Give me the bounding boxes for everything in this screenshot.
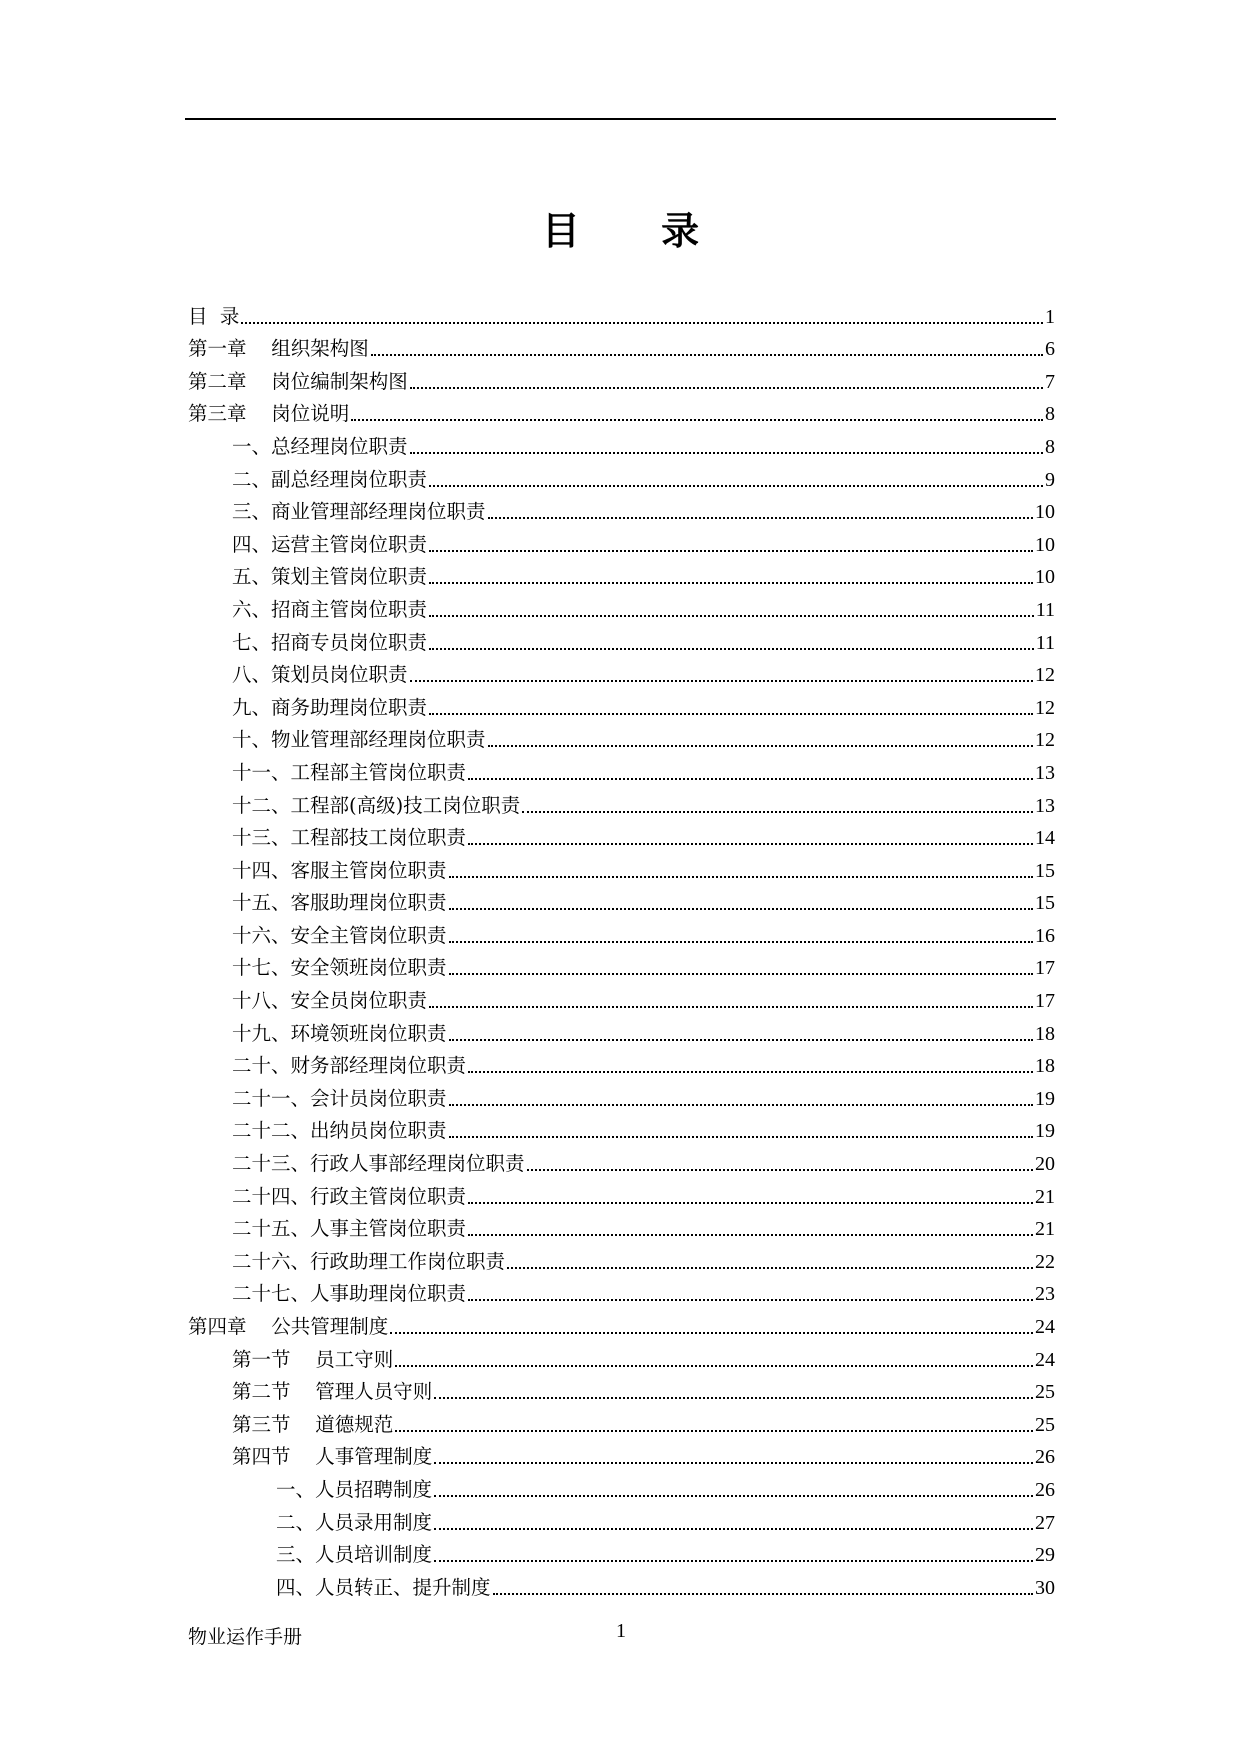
dot-leader <box>395 1365 1033 1367</box>
toc-entry-label: 三、商业管理部经理岗位职责 <box>232 500 486 524</box>
toc-entry-label: 第三节 道德规范 <box>232 1412 394 1436</box>
toc-entry-label: 十九、环境领班岗位职责 <box>232 1021 447 1045</box>
toc-entry-label: 四、人员转正、提升制度 <box>276 1575 491 1599</box>
toc-entry-page-number: 15 <box>1035 892 1055 915</box>
toc-entry-page-number: 13 <box>1035 794 1055 817</box>
toc-entry[interactable] <box>188 300 1055 333</box>
toc-entry-label: 一、人员招聘制度 <box>276 1477 433 1501</box>
toc-entry-page-number: 21 <box>1035 1185 1055 1208</box>
toc-entry-label: 二十、财务部经理岗位职责 <box>232 1054 467 1078</box>
toc-entry-page-number: 26 <box>1035 1446 1055 1469</box>
dot-leader <box>449 973 1033 975</box>
dot-leader <box>241 322 1043 324</box>
footer-page-number: 1 <box>616 1620 626 1642</box>
dot-leader <box>410 452 1043 454</box>
toc-entry-page-number: 18 <box>1035 1055 1055 1078</box>
toc-entry-page-number: 12 <box>1035 696 1055 719</box>
toc-entry-label: 十、物业管理部经理岗位职责 <box>232 728 486 752</box>
dot-leader <box>468 778 1033 780</box>
toc-entry[interactable] <box>188 1441 1055 1474</box>
toc-entry-label: 二、副总经理岗位职责 <box>232 467 428 491</box>
toc-entry-label: 十七、安全领班岗位职责 <box>232 956 447 980</box>
dot-leader <box>434 1560 1033 1562</box>
dot-leader <box>434 1495 1033 1497</box>
header-rule <box>185 118 1056 120</box>
toc-entry-label: 二十四、行政主管岗位职责 <box>232 1184 467 1208</box>
toc-entry[interactable] <box>188 1245 1055 1278</box>
dot-leader <box>395 1430 1033 1432</box>
toc-entry-page-number: 18 <box>1035 1022 1055 1045</box>
toc-entry-label: 第四章 公共管理制度 <box>188 1315 389 1338</box>
toc-entry-page-number: 24 <box>1035 1316 1055 1338</box>
dot-leader <box>434 1528 1033 1530</box>
toc-entry-page-number: 19 <box>1035 1120 1055 1143</box>
toc-entry-page-number: 27 <box>1035 1511 1055 1534</box>
toc-entry[interactable] <box>188 887 1055 920</box>
toc-entry-page-number: 12 <box>1035 664 1055 687</box>
toc-entry-page-number: 10 <box>1035 501 1055 524</box>
toc-entry[interactable] <box>188 1506 1055 1539</box>
toc-entry-page-number: 17 <box>1035 957 1055 980</box>
dot-leader <box>434 1397 1033 1399</box>
toc-entry[interactable] <box>188 984 1055 1017</box>
toc-entry-label: 二十六、行政助理工作岗位职责 <box>232 1249 506 1273</box>
dot-leader <box>468 843 1033 845</box>
toc-entry-label: 目 录 <box>188 304 240 328</box>
toc-entry-page-number: 15 <box>1035 859 1055 882</box>
dot-leader <box>449 941 1033 943</box>
toc-entry-label: 二十一、会计员岗位职责 <box>232 1086 447 1110</box>
toc-entry[interactable] <box>188 1376 1055 1409</box>
toc-entry-label: 四、运营主管岗位职责 <box>232 532 428 556</box>
toc-entry[interactable] <box>188 1017 1055 1050</box>
toc-entry-label: 十六、安全主管岗位职责 <box>232 923 447 947</box>
toc-entry-page-number: 9 <box>1045 468 1055 491</box>
dot-leader <box>449 1039 1033 1041</box>
toc-entry[interactable] <box>188 561 1055 594</box>
toc-entry-label: 十五、客服助理岗位职责 <box>232 891 447 915</box>
toc-entry-page-number: 1 <box>1045 305 1055 328</box>
dot-leader <box>429 550 1033 552</box>
toc-entry-label: 三、人员培训制度 <box>276 1543 433 1567</box>
toc-entry-page-number: 8 <box>1045 403 1055 426</box>
toc-entry-label: 第二章 岗位编制架构图 <box>188 369 408 393</box>
toc-entry-page-number: 16 <box>1035 924 1055 947</box>
toc-entry-page-number: 10 <box>1035 566 1055 589</box>
dot-leader <box>488 745 1033 747</box>
toc-entry[interactable] <box>188 1180 1055 1213</box>
toc-entry-label: 二十二、出纳员岗位职责 <box>232 1119 447 1143</box>
dot-leader <box>488 517 1033 519</box>
toc-entry[interactable] <box>188 822 1055 855</box>
toc-entry-page-number: 11 <box>1035 598 1055 621</box>
page-title: 目 录 <box>541 209 734 253</box>
dot-leader <box>434 1462 1033 1464</box>
footer-document-title: 物业运作手册 <box>188 1626 303 1648</box>
toc-entry-page-number: 7 <box>1045 370 1055 393</box>
toc-entry-page-number: 19 <box>1035 1087 1055 1110</box>
toc-entry[interactable] <box>188 756 1055 789</box>
toc-entry[interactable] <box>188 952 1055 985</box>
toc-entry[interactable] <box>188 1310 1055 1343</box>
toc-entry-label: 八、策划员岗位职责 <box>232 663 408 687</box>
toc-entry-page-number: 25 <box>1035 1381 1055 1404</box>
toc-entry-page-number: 10 <box>1035 533 1055 556</box>
toc-entry-label: 七、招商专员岗位职责 <box>232 630 428 654</box>
toc-entry-label: 十二、工程部(高级)技工岗位职责 <box>232 793 521 817</box>
toc-entry[interactable] <box>188 463 1055 496</box>
toc-entry-label: 二十三、行政人事部经理岗位职责 <box>232 1152 525 1176</box>
toc-entry[interactable] <box>188 789 1055 822</box>
dot-leader <box>371 354 1043 356</box>
toc-entry-label: 十三、工程部技工岗位职责 <box>232 826 467 850</box>
toc-entry-label: 九、商务助理岗位职责 <box>232 695 428 719</box>
table-of-contents <box>188 300 1055 1604</box>
dot-leader <box>468 1234 1033 1236</box>
toc-entry[interactable] <box>188 528 1055 561</box>
toc-entry[interactable] <box>188 724 1055 757</box>
toc-entry-page-number: 12 <box>1035 729 1055 752</box>
toc-entry-page-number: 24 <box>1035 1348 1055 1371</box>
toc-entry[interactable] <box>188 1408 1055 1441</box>
toc-entry-label: 第二节 管理人员守则 <box>232 1380 433 1404</box>
toc-entry-page-number: 11 <box>1035 631 1055 654</box>
toc-entry[interactable] <box>188 691 1055 724</box>
dot-leader <box>527 1169 1033 1171</box>
dot-leader <box>449 1104 1033 1106</box>
toc-entry-page-number: 13 <box>1035 761 1055 784</box>
toc-entry-page-number: 29 <box>1035 1544 1055 1567</box>
toc-entry-page-number: 6 <box>1045 338 1055 361</box>
dot-leader <box>468 1202 1033 1204</box>
toc-entry-label: 十八、安全员岗位职责 <box>232 989 428 1013</box>
toc-entry[interactable] <box>188 1082 1055 1115</box>
toc-entry-label: 第一章 组织架构图 <box>188 337 369 361</box>
dot-leader <box>429 615 1034 617</box>
toc-entry-page-number: 25 <box>1035 1413 1055 1436</box>
toc-entry-label: 第三章 岗位说明 <box>188 402 350 426</box>
toc-entry[interactable] <box>188 430 1055 463</box>
toc-entry-label: 二十七、人事助理岗位职责 <box>232 1282 467 1306</box>
toc-entry-page-number: 17 <box>1035 990 1055 1013</box>
toc-entry-label: 十一、工程部主管岗位职责 <box>232 760 467 784</box>
toc-entry-label: 二十五、人事主管岗位职责 <box>232 1217 467 1241</box>
toc-entry[interactable] <box>188 333 1055 366</box>
toc-entry-page-number: 20 <box>1035 1153 1055 1176</box>
toc-entry[interactable] <box>188 919 1055 952</box>
dot-leader <box>493 1593 1033 1595</box>
toc-entry-label: 五、策划主管岗位职责 <box>232 565 428 589</box>
dot-leader <box>429 1006 1033 1008</box>
toc-entry-page-number: 30 <box>1035 1576 1055 1599</box>
dot-leader <box>429 713 1033 715</box>
dot-leader <box>507 1267 1033 1269</box>
toc-entry[interactable] <box>188 1050 1055 1083</box>
toc-entry[interactable] <box>188 1571 1055 1604</box>
dot-leader <box>351 419 1043 421</box>
toc-entry[interactable] <box>188 1343 1055 1376</box>
dot-leader <box>429 485 1043 487</box>
toc-entry[interactable] <box>188 659 1055 692</box>
toc-entry[interactable] <box>188 626 1055 659</box>
dot-leader <box>468 1071 1033 1073</box>
toc-entry-label: 第四节 人事管理制度 <box>232 1445 433 1469</box>
toc-entry[interactable] <box>188 1473 1055 1506</box>
toc-entry[interactable] <box>188 1115 1055 1148</box>
toc-entry[interactable] <box>188 496 1055 529</box>
toc-entry[interactable] <box>188 1539 1055 1572</box>
toc-entry-page-number: 22 <box>1035 1250 1055 1273</box>
dot-leader <box>410 387 1043 389</box>
toc-entry-page-number: 26 <box>1035 1478 1055 1501</box>
toc-entry-label: 十四、客服主管岗位职责 <box>232 858 447 882</box>
dot-leader <box>468 1299 1033 1301</box>
dot-leader <box>449 1136 1033 1138</box>
toc-entry-page-number: 21 <box>1035 1218 1055 1241</box>
toc-entry-label: 六、招商主管岗位职责 <box>232 597 428 621</box>
toc-entry-label: 二、人员录用制度 <box>276 1510 433 1534</box>
toc-entry-page-number: 23 <box>1035 1283 1055 1306</box>
dot-leader <box>429 648 1034 650</box>
dot-leader <box>449 876 1033 878</box>
toc-entry[interactable] <box>188 365 1055 398</box>
dot-leader <box>522 811 1033 813</box>
toc-entry[interactable] <box>188 1278 1055 1311</box>
toc-entry-label: 一、总经理岗位职责 <box>232 434 408 458</box>
toc-entry[interactable] <box>188 1213 1055 1246</box>
toc-entry-page-number: 14 <box>1035 827 1055 850</box>
dot-leader <box>390 1332 1033 1334</box>
toc-entry[interactable] <box>188 398 1055 431</box>
toc-entry-label: 第一节 员工守则 <box>232 1347 394 1371</box>
dot-leader <box>410 680 1033 682</box>
dot-leader <box>429 582 1033 584</box>
toc-entry-page-number: 8 <box>1045 435 1055 458</box>
toc-entry[interactable] <box>188 1147 1055 1180</box>
toc-entry[interactable] <box>188 854 1055 887</box>
dot-leader <box>449 908 1033 910</box>
toc-entry[interactable] <box>188 593 1055 626</box>
